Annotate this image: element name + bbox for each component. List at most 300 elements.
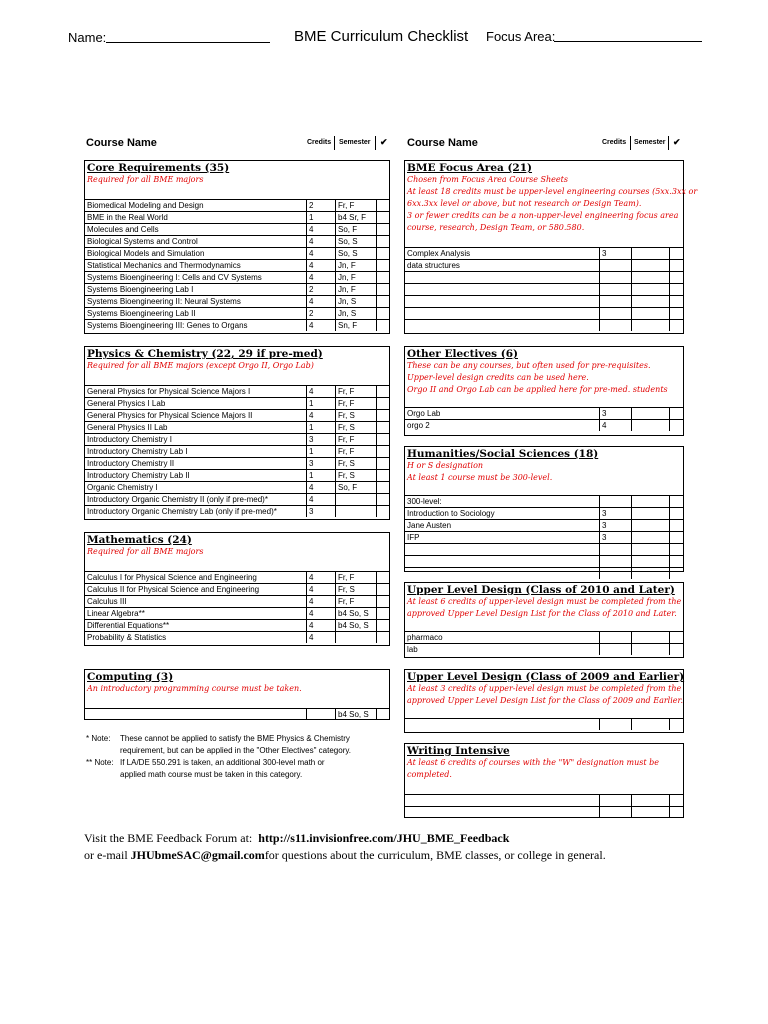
semester-cell [631,320,669,331]
credits-cell: 3 [599,520,631,531]
semester-cell [631,408,669,419]
right-credits-header: Credits [602,139,627,146]
semester-cell [631,296,669,307]
credits-cell: 4 [306,296,335,307]
course-name-cell: Calculus III [87,597,127,606]
section-title: Core Requirements (35) [87,162,230,174]
checkbox-cell[interactable] [376,584,389,595]
credits-cell: 1 [306,398,335,409]
course-row [405,718,683,730]
credits-cell: 3 [599,248,631,259]
checkbox-cell[interactable] [376,386,389,397]
course-name-cell [405,296,599,307]
semester-cell [631,260,669,271]
semester-cell: Jn, F [335,272,376,283]
section-title: Mathematics (24) [87,534,192,546]
credits-cell: 4 [306,236,335,247]
checkbox-cell[interactable] [376,709,389,720]
course-row [405,531,683,543]
section-title: Upper Level Design (Class of 2009 and Earlier) [407,671,685,683]
course-row [85,583,389,595]
credits-cell [599,544,631,555]
semester-cell: Fr, S [335,470,376,481]
course-name-cell: orgo 2 [407,421,430,430]
semester-cell [631,795,669,806]
left-header-divider [375,136,376,150]
course-row [405,567,683,579]
credits-cell: 1 [306,422,335,433]
course-name-cell: IFP [407,533,420,542]
section-note: At least 6 credits of courses with the "W" designation must be [407,758,660,767]
checkbox-cell[interactable] [669,568,683,579]
checkbox-cell[interactable] [669,508,683,519]
credits-cell [599,556,631,567]
credits-cell [599,272,631,283]
semester-cell: Jn, F [335,260,376,271]
credits-cell [599,260,631,271]
course-row [85,619,389,631]
course-row [85,571,389,583]
left-credits-header: Credits [307,139,332,146]
section-title: Other Electives (6) [407,348,518,360]
semester-cell [631,248,669,259]
checkbox-cell[interactable] [376,596,389,607]
checkbox-cell[interactable] [376,572,389,583]
course-name-cell [405,807,599,818]
course-row [405,283,683,295]
footer-line-1 [84,831,509,846]
course-name-cell: Biological Models and Simulation [87,249,205,258]
checkbox-cell[interactable] [376,494,389,505]
course-name-cell: 300-level: [407,497,442,506]
credits-cell: 3 [306,458,335,469]
checkbox-cell[interactable] [376,236,389,247]
course-row [85,445,389,457]
course-name-cell: Molecules and Cells [87,225,159,234]
page-title: BME Curriculum Checklist [294,28,469,45]
credits-cell [306,709,335,720]
course-row [85,259,389,271]
checkbox-cell[interactable] [376,434,389,445]
credits-cell: 4 [599,420,631,431]
semester-cell: Fr, S [335,410,376,421]
footnotes [86,733,351,781]
course-name-cell [405,272,599,283]
semester-cell: So, F [335,224,376,235]
semester-cell: b4 So, S [335,620,376,631]
credits-cell: 4 [306,620,335,631]
note-1-text-cont: requirement, but can be applied in the "Other Electives" category. [120,746,351,755]
course-row [405,555,683,567]
credits-cell: 4 [306,572,335,583]
writing-intensive-section [404,743,684,818]
semester-cell [631,508,669,519]
course-name-cell: Introductory Chemistry I [87,435,172,444]
section-title: Computing (3) [87,671,174,683]
semester-cell [631,308,669,319]
checkbox-cell[interactable] [376,398,389,409]
checkbox-cell[interactable] [669,632,683,643]
focus-area-field[interactable] [554,41,702,42]
course-row [85,385,389,397]
course-row [85,457,389,469]
other-electives-section [404,346,684,436]
course-row [85,397,389,409]
checkbox-cell[interactable] [376,422,389,433]
course-name-cell: Introductory Chemistry Lab II [87,471,190,480]
course-name-cell: General Physics II Lab [87,423,168,432]
checkbox-cell[interactable] [376,446,389,457]
course-name-cell: Differential Equations** [87,621,170,630]
semester-cell [631,632,669,643]
right-header-divider [668,136,669,150]
credits-cell [599,308,631,319]
section-title: Upper Level Design (Class of 2010 and Later) [407,584,675,596]
semester-cell [631,532,669,543]
semester-cell [335,506,376,517]
section-note: Chosen from Focus Area Course Sheets [407,175,568,184]
email-link[interactable]: JHUbmeSAC@gmail.com [130,848,265,862]
checkbox-cell[interactable] [669,284,683,295]
credits-cell: 4 [306,632,335,643]
course-name-cell: Introductory Chemistry II [87,459,175,468]
checkbox-cell[interactable] [669,420,683,431]
course-name-cell: Probability & Statistics [87,633,167,642]
course-name-cell: Introduction to Sociology [407,509,495,518]
credits-cell: 4 [306,272,335,283]
checkbox-cell[interactable] [376,248,389,259]
credits-cell: 4 [306,482,335,493]
credits-cell: 4 [306,410,335,421]
course-row [405,519,683,531]
checkbox-cell[interactable] [376,200,389,211]
course-name-cell: Linear Algebra** [87,609,145,618]
section-title: Writing Intensive [407,745,510,757]
credits-cell [599,296,631,307]
section-note: At least 18 credits must be upper-level engineering courses (5xx.3xx or [407,187,698,196]
computing-section [84,669,390,720]
section-note: 6xx.3xx level or above, but not research or Design Team). [407,199,642,208]
section-note: At least 6 credits of upper-level design must be completed from the [407,597,682,606]
credits-cell [599,568,631,579]
left-header-divider [334,136,335,150]
note-1-text: These cannot be applied to satisfy the BME Physics & Chemistry [120,734,350,743]
checkbox-cell[interactable] [669,719,683,730]
forum-link[interactable]: http://s11.invisionfree.com/JHU_BME_Feedback [258,831,510,845]
course-row [85,199,389,211]
left-semester-header: Semester [339,139,371,146]
course-name-cell: BME in the Real World [87,213,168,222]
course-row [85,247,389,259]
semester-cell: Fr, F [335,596,376,607]
note-1-prefix: * Note: [86,734,111,743]
checkbox-cell[interactable] [376,308,389,319]
section-title: BME Focus Area (21) [407,162,533,174]
footer-email-prefix: or e-mail [84,848,128,862]
course-row [85,493,389,505]
checkbox-cell[interactable] [669,248,683,259]
checkbox-cell[interactable] [669,532,683,543]
semester-cell [631,520,669,531]
section-note: At least 3 credits of upper-level design must be completed from the [407,684,682,693]
semester-cell: b4 Sr, F [335,212,376,223]
checkbox-cell[interactable] [376,260,389,271]
checkbox-cell[interactable] [669,644,683,655]
section-note: Orgo II and Orgo Lab can be applied here for pre-med. students [407,385,668,394]
mathematics-section [84,532,390,646]
course-row [405,543,683,555]
credits-cell: 4 [306,248,335,259]
course-name-cell: General Physics for Physical Science Majors II [87,411,253,420]
semester-cell: Fr, F [335,398,376,409]
course-row [85,409,389,421]
course-name-cell: Calculus II for Physical Science and Engineering [87,585,260,594]
credits-cell: 2 [306,284,335,295]
right-header-divider [630,136,631,150]
course-row [405,407,683,419]
course-name-cell: General Physics I Lab [87,399,166,408]
course-name-cell [405,568,599,579]
credits-cell: 1 [306,470,335,481]
checkbox-cell[interactable] [376,272,389,283]
course-row [405,495,683,507]
course-name-cell: Systems Bioengineering Lab I [87,285,194,294]
checkbox-cell[interactable] [669,520,683,531]
semester-cell [631,272,669,283]
course-name-cell: lab [407,645,418,654]
course-row [405,507,683,519]
semester-cell [631,719,669,730]
course-row [85,211,389,223]
section-note: completed. [407,770,452,779]
semester-cell: So, S [335,236,376,247]
course-name-cell: Introductory Chemistry Lab I [87,447,188,456]
credits-cell [599,496,631,507]
checkbox-cell[interactable] [376,320,389,331]
semester-cell: So, F [335,482,376,493]
section-note: Required for all BME majors (except Orgo II, Orgo Lab) [87,361,314,370]
upper-level-design-2009-section [404,669,684,733]
checkbox-cell[interactable] [376,632,389,643]
footer-line-2 [84,848,606,863]
checkbox-cell[interactable] [376,608,389,619]
credits-cell: 1 [306,446,335,457]
left-course-name-header: Course Name [86,137,157,149]
course-row [85,235,389,247]
checkbox-cell[interactable] [376,410,389,421]
checkbox-cell[interactable] [669,544,683,555]
credits-cell: 4 [306,494,335,505]
semester-cell [631,284,669,295]
semester-cell: Sn, F [335,320,376,331]
course-name-cell: Jane Austen [407,521,452,530]
course-row [405,247,683,259]
left-check-header: ✔ [380,137,388,147]
semester-cell [335,632,376,643]
semester-cell [631,496,669,507]
credits-cell: 2 [306,200,335,211]
checkbox-cell[interactable] [669,272,683,283]
course-row [85,283,389,295]
checkbox-cell[interactable] [669,556,683,567]
semester-cell: Fr, F [335,386,376,397]
course-row [85,469,389,481]
footer-email-suffix: for questions about the curriculum, BME classes, or college in general. [264,848,606,862]
focus-area-section [404,160,698,334]
semester-cell [631,644,669,655]
course-name-cell: Orgo Lab [407,409,441,418]
course-name-cell [405,795,599,806]
section-note: These can be any courses, but often used for pre-requisites. [407,361,651,370]
checkbox-cell[interactable] [669,807,683,818]
course-row [85,433,389,445]
course-row [405,259,683,271]
semester-cell: Fr, S [335,584,376,595]
section-note: course, research, Design Team, or 580.580. [407,223,585,232]
credits-cell: 2 [306,308,335,319]
checkbox-cell[interactable] [376,212,389,223]
credits-cell: 4 [306,224,335,235]
semester-cell: Fr, F [335,572,376,583]
course-name-cell [405,544,599,555]
semester-cell: Fr, F [335,434,376,445]
course-name-cell [405,719,599,730]
course-name-cell: Introductory Organic Chemistry Lab (only if pre-med)* [87,507,277,516]
course-name-cell [85,709,306,720]
credits-cell: 4 [306,584,335,595]
semester-cell: Fr, S [335,422,376,433]
semester-cell: Fr, F [335,200,376,211]
name-label: Name: [68,30,107,45]
focus-area-label: Focus Area: [486,29,556,44]
course-row [85,223,389,235]
course-name-cell: Biomedical Modeling and Design [87,201,204,210]
credits-cell: 3 [599,408,631,419]
name-field[interactable] [106,42,270,43]
credits-cell: 3 [306,434,335,445]
semester-cell [335,494,376,505]
course-name-cell: Statistical Mechanics and Thermodynamics [87,261,241,270]
course-name-cell: Complex Analysis [407,249,471,258]
semester-cell: Fr, S [335,458,376,469]
section-title: Physics & Chemistry (22, 29 if pre-med) [87,348,323,360]
credits-cell: 3 [306,506,335,517]
semester-cell [631,544,669,555]
course-name-cell: data structures [407,261,460,270]
course-name-cell [405,308,599,319]
section-note: H or S designation [407,461,484,470]
semester-cell [631,807,669,818]
core-requirements-section [84,160,390,334]
checkbox-cell[interactable] [376,458,389,469]
semester-cell: Jn, S [335,308,376,319]
course-row [85,505,389,517]
section-note: 3 or fewer credits can be a non-upper-level engineering focus area [407,211,679,220]
credits-cell: 4 [306,320,335,331]
course-name-cell: Systems Bioengineering Lab II [87,309,196,318]
checkbox-cell[interactable] [376,284,389,295]
credits-cell: 4 [306,596,335,607]
course-row [405,307,683,319]
checkbox-cell[interactable] [669,408,683,419]
course-row [405,271,683,283]
note-2-prefix: ** Note: [86,758,114,767]
credits-cell [599,719,631,730]
credits-cell [599,807,631,818]
checkbox-cell[interactable] [669,795,683,806]
credits-cell [599,632,631,643]
semester-cell: Jn, F [335,284,376,295]
course-row [85,421,389,433]
section-note: approved Upper Level Design List for the Class of 2009 and Earlier. [407,696,683,705]
credits-cell [599,644,631,655]
section-note: An introductory programming course must be taken. [87,684,302,693]
checkbox-cell[interactable] [376,506,389,517]
course-row [405,794,683,806]
course-row [405,643,683,655]
credits-cell [599,284,631,295]
course-row [405,419,683,431]
course-row [85,607,389,619]
course-row [85,307,389,319]
footer-forum-text: Visit the BME Feedback Forum at: [84,831,253,845]
humanities-section [404,446,684,572]
credits-cell: 4 [306,260,335,271]
upper-level-design-2010-section [404,582,684,658]
credits-cell: 4 [306,608,335,619]
right-semester-header: Semester [634,139,666,146]
course-row [405,295,683,307]
course-name-cell: Systems Bioengineering I: Cells and CV Systems [87,273,262,282]
section-note: approved Upper Level Design List for the Class of 2010 and Later. [407,609,677,618]
section-note: Required for all BME majors [87,547,204,556]
course-row [405,631,683,643]
checkbox-cell[interactable] [669,308,683,319]
checkbox-cell[interactable] [669,320,683,331]
course-row [405,806,683,818]
semester-cell: Jn, S [335,296,376,307]
note-2-text-cont: applied math course must be taken in this category. [120,770,303,779]
course-name-cell [405,556,599,567]
checkbox-cell[interactable] [669,260,683,271]
course-row [85,481,389,493]
course-row [85,708,389,720]
course-name-cell: Biological Systems and Control [87,237,198,246]
course-row [85,295,389,307]
semester-cell: So, S [335,248,376,259]
section-title: Humanities/Social Sciences (18) [407,448,599,460]
course-name-cell: pharmaco [407,633,443,642]
course-row [85,271,389,283]
checkbox-cell[interactable] [376,470,389,481]
checkbox-cell[interactable] [376,224,389,235]
credits-cell [599,320,631,331]
credits-cell: 1 [306,212,335,223]
section-note: Required for all BME majors [87,175,204,184]
course-name-cell [405,320,599,331]
semester-cell: b4 So, S [335,709,376,720]
checkbox-cell[interactable] [669,296,683,307]
checkbox-cell[interactable] [376,482,389,493]
checkbox-cell[interactable] [669,496,683,507]
course-name-cell: General Physics for Physical Science Majors I [87,387,251,396]
course-name-cell: Systems Bioengineering II: Neural Systems [87,297,241,306]
section-note: At least 1 course must be 300-level. [407,473,553,482]
checkbox-cell[interactable] [376,620,389,631]
semester-cell: b4 So, S [335,608,376,619]
course-row [85,319,389,331]
checkbox-cell[interactable] [376,296,389,307]
